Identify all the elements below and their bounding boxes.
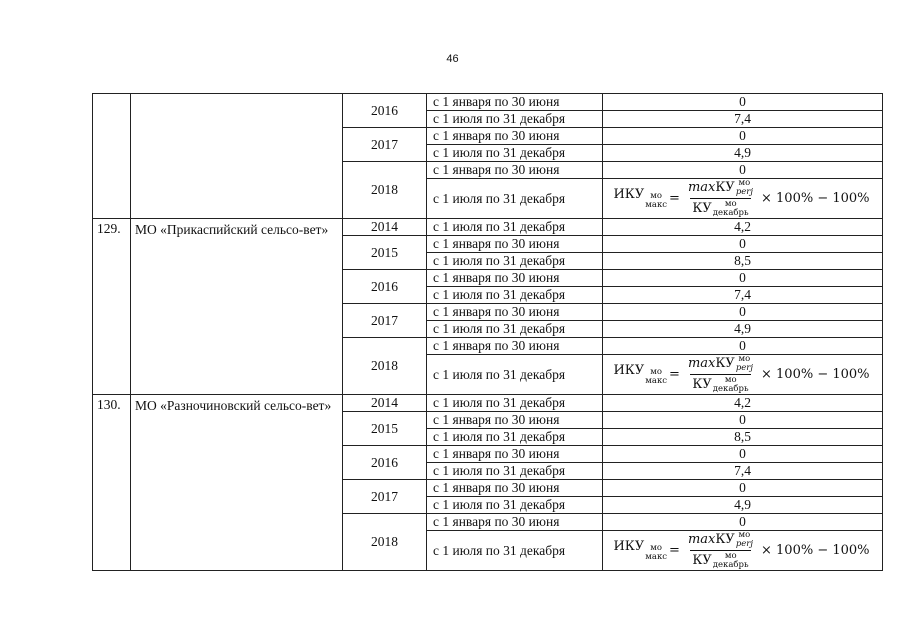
period-cell: с 1 января по 30 июня <box>427 514 603 531</box>
formula-fraction <box>686 531 755 570</box>
index-value-cell: 0 <box>603 338 883 355</box>
index-value-cell: 0 <box>603 480 883 497</box>
formula-num-prefix: max <box>687 532 716 547</box>
period-cell: с 1 января по 30 июня <box>427 128 603 145</box>
formula-lhs-sup: мо <box>650 191 663 201</box>
formula-num-prefix: max <box>687 180 716 195</box>
max-index-formula <box>613 531 871 570</box>
index-value-cell: 0 <box>603 162 883 179</box>
index-value-cell: 0 <box>603 94 883 111</box>
table-row <box>93 219 883 236</box>
index-value-cell: 4,9 <box>603 321 883 338</box>
period-cell: с 1 января по 30 июня <box>427 412 603 429</box>
year-cell: 2016 <box>343 270 427 304</box>
formula-den-sub: декабрь <box>712 560 749 570</box>
table-row <box>93 94 883 111</box>
period-cell: с 1 июля по 31 декабря <box>427 497 603 514</box>
formula-num-sub: perj <box>735 539 753 549</box>
period-cell: с 1 января по 30 июня <box>427 480 603 497</box>
period-cell: с 1 января по 30 июня <box>427 338 603 355</box>
formula-tail: × 100% − 100% <box>761 190 870 206</box>
formula-tail: × 100% − 100% <box>761 366 870 382</box>
formula-lhs-sub: макс <box>645 200 668 210</box>
period-cell: с 1 июля по 31 декабря <box>427 463 603 480</box>
formula-num-main: КУ <box>715 532 735 547</box>
index-value-cell: 7,4 <box>603 463 883 480</box>
year-cell: 2016 <box>343 94 427 128</box>
index-value-cell: 0 <box>603 270 883 287</box>
tariff-index-table <box>92 93 883 571</box>
formula-den-sup: мо <box>724 199 737 209</box>
year-cell: 2018 <box>343 162 427 219</box>
formula-den-sup: мо <box>724 375 737 385</box>
formula-num-sup: мо <box>738 354 751 364</box>
period-cell: с 1 июля по 31 декабря <box>427 395 603 412</box>
index-value-cell: 7,4 <box>603 287 883 304</box>
index-value-cell <box>603 355 883 395</box>
formula-fraction <box>686 179 755 218</box>
year-cell: 2015 <box>343 412 427 446</box>
period-cell: с 1 января по 30 июня <box>427 94 603 111</box>
formula-lhs-main: ИКУ <box>613 363 645 378</box>
formula-num-sup: мо <box>738 530 751 540</box>
index-value-cell: 4,2 <box>603 395 883 412</box>
period-cell: с 1 июля по 31 декабря <box>427 145 603 162</box>
row-number <box>93 94 131 219</box>
index-value-cell: 4,9 <box>603 497 883 514</box>
index-value-cell: 0 <box>603 446 883 463</box>
formula-num-sub: perj <box>735 187 753 197</box>
period-cell: с 1 января по 30 июня <box>427 446 603 463</box>
row-number: 130. <box>93 395 131 571</box>
period-cell: с 1 июля по 31 декабря <box>427 321 603 338</box>
formula-num-sub: perj <box>735 363 753 373</box>
formula-lhs-sup: мо <box>650 367 663 377</box>
municipality-name: МО «Прикаспийский сельсо-вет» <box>131 219 343 395</box>
formula-equals: = <box>669 366 680 382</box>
year-cell: 2017 <box>343 480 427 514</box>
index-value-cell <box>603 179 883 219</box>
index-value-cell: 8,5 <box>603 253 883 270</box>
formula-den-sub: декабрь <box>712 208 749 218</box>
index-value-cell: 8,5 <box>603 429 883 446</box>
index-value-cell: 0 <box>603 128 883 145</box>
formula-equals: = <box>669 190 680 206</box>
formula-lhs-sub: макс <box>645 552 668 562</box>
year-cell: 2018 <box>343 338 427 395</box>
year-cell: 2016 <box>343 446 427 480</box>
row-number: 129. <box>93 219 131 395</box>
max-index-formula <box>613 355 871 394</box>
formula-num-main: КУ <box>715 180 735 195</box>
period-cell: с 1 июля по 31 декабря <box>427 287 603 304</box>
index-value-cell: 4,9 <box>603 145 883 162</box>
index-value-cell <box>603 531 883 571</box>
formula-lhs-main: ИКУ <box>613 187 645 202</box>
index-value-cell: 0 <box>603 412 883 429</box>
index-value-cell: 7,4 <box>603 111 883 128</box>
formula-num-main: КУ <box>715 356 735 371</box>
municipality-name <box>131 94 343 219</box>
period-cell: с 1 января по 30 июня <box>427 236 603 253</box>
year-cell: 2017 <box>343 304 427 338</box>
year-cell: 2017 <box>343 128 427 162</box>
index-value-cell: 0 <box>603 514 883 531</box>
year-cell: 2014 <box>343 395 427 412</box>
formula-lhs-sup: мо <box>650 543 663 553</box>
formula-num-sup: мо <box>738 178 751 188</box>
period-cell: с 1 июля по 31 декабря <box>427 179 603 219</box>
formula-fraction <box>686 355 755 394</box>
formula-equals: = <box>669 542 680 558</box>
formula-num-prefix: max <box>687 356 716 371</box>
index-value-cell: 4,2 <box>603 219 883 236</box>
page-number: 46 <box>446 53 459 65</box>
period-cell: с 1 июля по 31 декабря <box>427 253 603 270</box>
period-cell: с 1 января по 30 июня <box>427 270 603 287</box>
year-cell: 2018 <box>343 514 427 571</box>
table-row <box>93 395 883 412</box>
period-cell: с 1 июля по 31 декабря <box>427 355 603 395</box>
period-cell: с 1 января по 30 июня <box>427 162 603 179</box>
period-cell: с 1 июля по 31 декабря <box>427 429 603 446</box>
formula-den-sup: мо <box>724 551 737 561</box>
formula-den-main: КУ <box>692 377 712 392</box>
index-value-cell: 0 <box>603 304 883 321</box>
period-cell: с 1 января по 30 июня <box>427 304 603 321</box>
formula-den-main: КУ <box>692 553 712 568</box>
max-index-formula <box>613 179 871 218</box>
formula-lhs-sub: макс <box>645 376 668 386</box>
year-cell: 2015 <box>343 236 427 270</box>
formula-lhs-main: ИКУ <box>613 539 645 554</box>
municipality-name: МО «Разночиновский сельсо-вет» <box>131 395 343 571</box>
index-value-cell: 0 <box>603 236 883 253</box>
formula-den-sub: декабрь <box>712 384 749 394</box>
period-cell: с 1 июля по 31 декабря <box>427 111 603 128</box>
formula-tail: × 100% − 100% <box>761 542 870 558</box>
period-cell: с 1 июля по 31 декабря <box>427 531 603 571</box>
formula-den-main: КУ <box>692 201 712 216</box>
year-cell: 2014 <box>343 219 427 236</box>
period-cell: с 1 июля по 31 декабря <box>427 219 603 236</box>
